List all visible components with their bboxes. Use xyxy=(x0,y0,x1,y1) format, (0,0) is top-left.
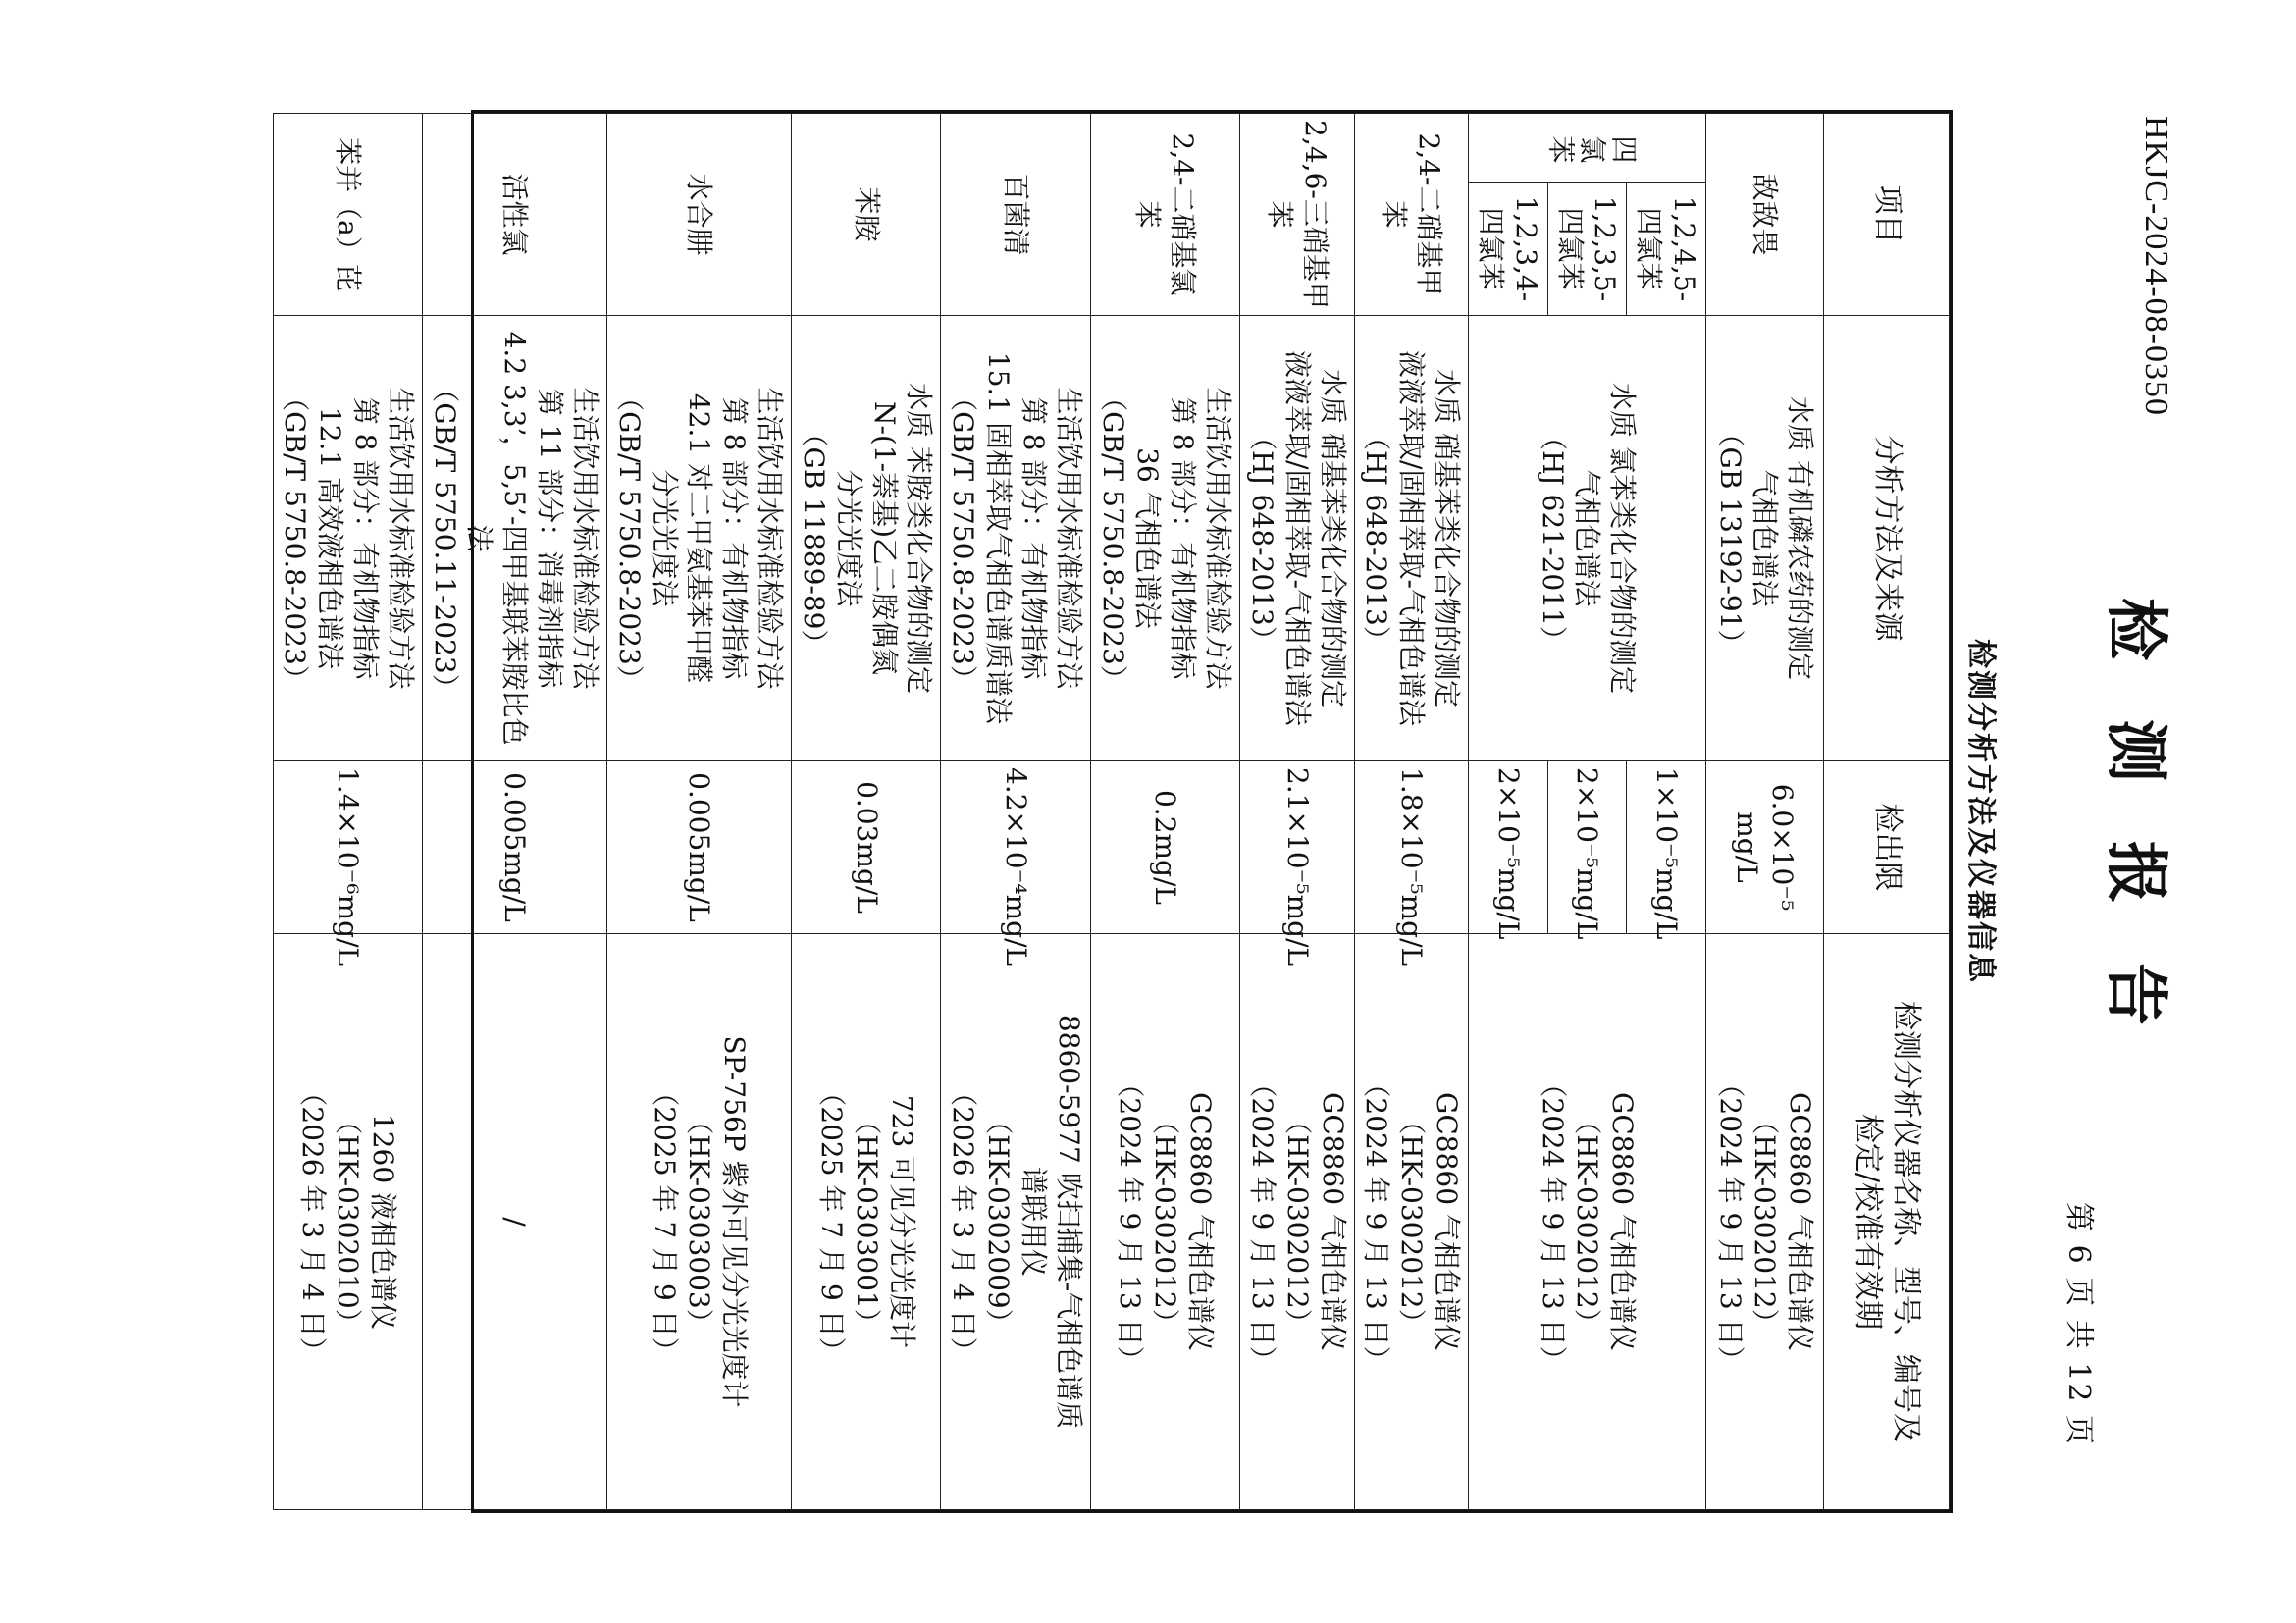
table-row xyxy=(941,114,1090,1510)
method-cell: 生活饮用水标准检验方法 第 8 部分：有机物指标 12.1 高效液相色谱法 （GB/T 5750.8-2023） xyxy=(273,316,422,761)
table-row xyxy=(1090,114,1239,1510)
instrument-cell: SP-756P 紫外可见分光光度计 （HK-0303003） （2025 年 7 月 9 日） xyxy=(606,934,791,1510)
limit-cell: 0.005mg/L xyxy=(422,761,606,934)
instrument-cell: 8860-5977 吹扫捕集-气相色谱质 谱联用仪 （HK-0302009） （2026 年 3 月 4 日） xyxy=(941,934,1090,1510)
limit-cell: 6.0×10⁻⁵ mg/L xyxy=(1706,761,1824,934)
method-cell: 水质 苯胺类化合物的测定 N-(1-萘基)乙二胺偶氮 分光光度法 （GB 11889-89） xyxy=(792,316,941,761)
item-cell: 苯胺 xyxy=(792,114,941,316)
instrument-cell: 1260 液相色谱仪 （HK-0302010） （2026 年 3 月 4 日） xyxy=(273,934,422,1510)
method-cell: 水质 硝基苯类化合物的测定 液液萃取/固相萃取-气相色谱法 （HJ 648-2013） xyxy=(1354,316,1468,761)
table-header-row xyxy=(1824,114,1950,1510)
page-number: 第 6 页 共 12 页 xyxy=(2061,1202,2096,1446)
table-row xyxy=(1240,114,1354,1510)
item-cell: 1,2,4,5-四氯苯 xyxy=(1627,183,1706,316)
item-cell: 百菌清 xyxy=(941,114,1090,316)
limit-cell: 2.1×10⁻⁵mg/L xyxy=(1240,761,1354,934)
instrument-cell: GC8860 气相色谱仪 （HK-0302012） （2024 年 9 月 13 日） xyxy=(1469,934,1706,1510)
limit-cell: 1.8×10⁻⁵mg/L xyxy=(1354,761,1468,934)
item-cell: 1,2,3,5-四氯苯 xyxy=(1547,183,1627,316)
limit-cell: 2×10⁻⁵mg/L xyxy=(1469,761,1548,934)
table-row xyxy=(1706,114,1824,1510)
instrument-cell: GC8860 气相色谱仪 （HK-0302012） （2024 年 9 月 13 日） xyxy=(1354,934,1468,1510)
limit-cell: 4.2×10⁻⁴mg/L xyxy=(941,761,1090,934)
item-cell: 活性氯 xyxy=(422,114,606,316)
item-cell: 水合肼 xyxy=(606,114,791,316)
section-subtitle: 检测分析方法及仪器信息 xyxy=(1963,639,1998,984)
instrument-cell: GC8860 气相色谱仪 （HK-0302012） （2024 年 9 月 13 日） xyxy=(1706,934,1824,1510)
header-method: 分析方法及来源 xyxy=(1824,316,1950,761)
item-cell: 2,4,6-三硝基甲苯 xyxy=(1240,114,1354,316)
table-row xyxy=(792,114,941,1510)
limit-cell: 1×10⁻⁵mg/L xyxy=(1627,761,1706,934)
methods-table xyxy=(279,110,1953,1513)
document-id: HKJC-2024-08-0350 xyxy=(2138,116,2174,416)
method-cell: 生活饮用水标准检验方法 第 8 部分：有机物指标 15.1 固相萃取气相色谱质谱法 （GB/T 5750.8-2023） xyxy=(941,316,1090,761)
limit-cell: 1.4×10⁻⁶mg/L xyxy=(273,761,422,934)
table-row xyxy=(422,114,606,1510)
header-instrument: 检测分析仪器名称、型号、编号及 检定/校准有效期 xyxy=(1824,934,1950,1510)
instrument-cell: GC8860 气相色谱仪 （HK-0302012） （2024 年 9 月 13 日） xyxy=(1240,934,1354,1510)
report-title: 检测报告 xyxy=(2099,598,2172,1084)
item-cell: 2,4-二硝基氯苯 xyxy=(1090,114,1239,316)
item-cell: 2,4-二硝基甲苯 xyxy=(1354,114,1468,316)
item-cell: 苯并（a）芘 xyxy=(273,114,422,316)
table-row xyxy=(1354,114,1468,1510)
method-cell: 水质 硝基苯类化合物的测定 液液萃取/固相萃取-气相色谱法 （HJ 648-2013） xyxy=(1240,316,1354,761)
limit-cell: 0.2mg/L xyxy=(1090,761,1239,934)
instrument-cell: GC8860 气相色谱仪 （HK-0302012） （2024 年 9 月 13 日） xyxy=(1090,934,1239,1510)
table-row xyxy=(606,114,791,1510)
limit-cell: 2×10⁻⁵mg/L xyxy=(1547,761,1627,934)
method-cell: 水质 氯苯类化合物的测定 气相色谱法 （HJ 621-2011） xyxy=(1469,316,1706,761)
header-item: 项目 xyxy=(1824,114,1950,316)
item-cell: 1,2,3,4-四氯苯 xyxy=(1469,183,1548,316)
method-cell: 生活饮用水标准检验方法 第 11 部分：消毒剂指标 4.2 3,3’，5,5’-四甲基联苯胺比色法 （GB/T 5750.11-2023） xyxy=(422,316,606,761)
table-row xyxy=(273,114,422,1510)
method-cell: 生活饮用水标准检验方法 第 8 部分：有机物指标 42.1 对二甲氨基苯甲醛 分光光度法 （GB/T 5750.8-2023） xyxy=(606,316,791,761)
group-cell: 四氯苯 xyxy=(1469,114,1706,183)
method-cell: 水质 有机磷农药的测定 气相色谱法 （GB 13192-91） xyxy=(1706,316,1824,761)
instrument-cell: / xyxy=(422,934,606,1510)
limit-cell: 0.005mg/L xyxy=(606,761,791,934)
header-limit: 检出限 xyxy=(1824,761,1950,934)
method-cell: 生活饮用水标准检验方法 第 8 部分：有机物指标 36 气相色谱法 （GB/T 5750.8-2023） xyxy=(1090,316,1239,761)
instrument-cell: 723 可见分光光度计 （HK-0303001） （2025 年 7 月 9 日） xyxy=(792,934,941,1510)
table-row xyxy=(1627,114,1706,1510)
item-cell: 敌敌畏 xyxy=(1706,114,1824,316)
limit-cell: 0.03mg/L xyxy=(792,761,941,934)
